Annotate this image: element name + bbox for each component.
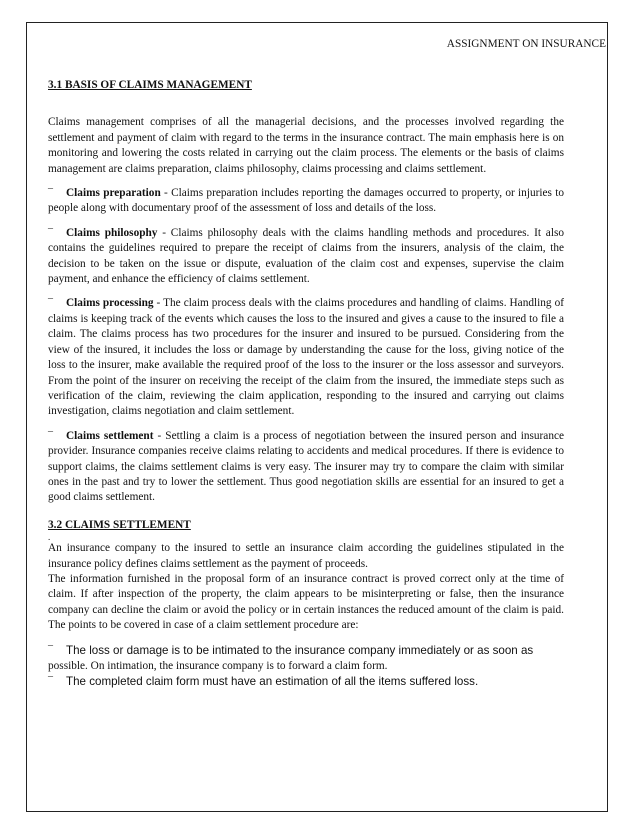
list-item-text: - The claim process deals with the claims procedures and handling of claims. Handling of claims is keeping track of the events which causes the loss to the insured and gives a cause to the insured to file a claim. The claims process has two procedures for the insurer and insured to be pursued. Considering from the view of the insured, it includes the loss or damage by understanding the cause for the loss, giving notice of the loss to the insurer, make available the required proof of the loss to the insurer or the loss assessor and surveyors. From the point of the insurer on receiving the receipt of the claim from the insured, the immediate steps such as verification of the claim, reviewing the claim application, responding to the insured and carrying out claims investigation, claims negotiation and claim settlement.: [48, 297, 564, 418]
list-item-term: Claims philosophy: [66, 226, 158, 239]
list-item-claims-preparation: [48, 186, 564, 217]
list-item-term: Claims processing: [66, 297, 154, 310]
bullet-mark: ¯: [48, 676, 53, 688]
section-heading-settlement: 3.2 CLAIMS SETTLEMENT: [48, 518, 191, 531]
settlement-paragraph-1: An insurance company to the insured to settle an insurance claim according the guidelines stipulated in the insurance policy defines claims settlement as the payment of proceeds.: [48, 542, 564, 570]
list-item-term: Claims preparation: [66, 187, 161, 200]
section-heading-basis: 3.1 BASIS OF CLAIMS MANAGEMENT: [48, 79, 252, 91]
settlement-point-1: [48, 643, 564, 659]
bullet-mark: ¯: [48, 188, 53, 200]
bullet-mark: ¯: [48, 298, 53, 310]
page-header: ASSIGNMENT ON INSURANCE: [446, 38, 606, 50]
settlement-point-text: The loss or damage is to be intimated to the insurance company immediately or as soon as: [66, 643, 534, 657]
stray-dot: .: [48, 532, 51, 543]
settlement-point-text: The completed claim form must have an estimation of all the items suffered loss.: [66, 675, 479, 689]
bullet-mark: ¯: [48, 644, 53, 656]
list-item-claims-settlement: [48, 429, 564, 506]
bullet-mark: ¯: [48, 227, 53, 239]
settlement-point-2: [48, 674, 564, 690]
list-item-claims-philosophy: [48, 226, 564, 288]
list-item-term: Claims settlement: [66, 429, 154, 442]
list-item-claims-processing: [48, 296, 564, 419]
list-item-text: - Claims philosophy deals with the claims handling methods and procedures. It also contains the guidelines required to prepare the receipt of claims from the insurers, analysis of the claim, the decision to be taken on the issue or dispute, evaluation of the claim cost and expenses, supervise the claim payment, and enhance the efficiency of claims settlement.: [48, 226, 565, 286]
bullet-mark: ¯: [48, 430, 53, 442]
section-intro-paragraph: Claims management comprises of all the managerial decisions, and the processes involved regarding the settlement and payment of claim with regard to the terms in the insurance contract. The main emphasis here is on monitoring and lowering the costs related in carrying out the claim process. The elements or the basis of claims management are claims preparation, claims philosophy, claims processing and claims settlement.: [48, 116, 564, 175]
settlement-point-1-continuation: possible. On intimation, the insurance company is to forward a claim form.: [48, 660, 388, 672]
list-item-text: - Settling a claim is a process of negotiation between the insured person and insurance provider. Insurance companies receive claims relating to accidents and medical procedures. If there is evidence to support claims, the claims settlement claims is very easy. The insurer may try to compare the claim with similar ones in the past and try to lower the settlement. Thus good negotiation skills are essential for an insured to get a good claims settlement.: [48, 429, 564, 504]
list-item-text: - Claims preparation includes reporting the damages occurred to property, or injuries to people along with documentary proof of the assessment of loss and details of the loss.: [48, 187, 565, 215]
document-body: [48, 40, 564, 691]
settlement-paragraph-2: The information furnished in the proposal form of an insurance contract is proved correct only at the time of claim. If after inspection of the property, the claim appears to be misinterpreting or false, then the insurance company can decline the claim or avoid the policy or in certain instances the reduced amount of the claim is paid. The points to be covered in case of a claim settlement procedure are:: [48, 572, 564, 632]
